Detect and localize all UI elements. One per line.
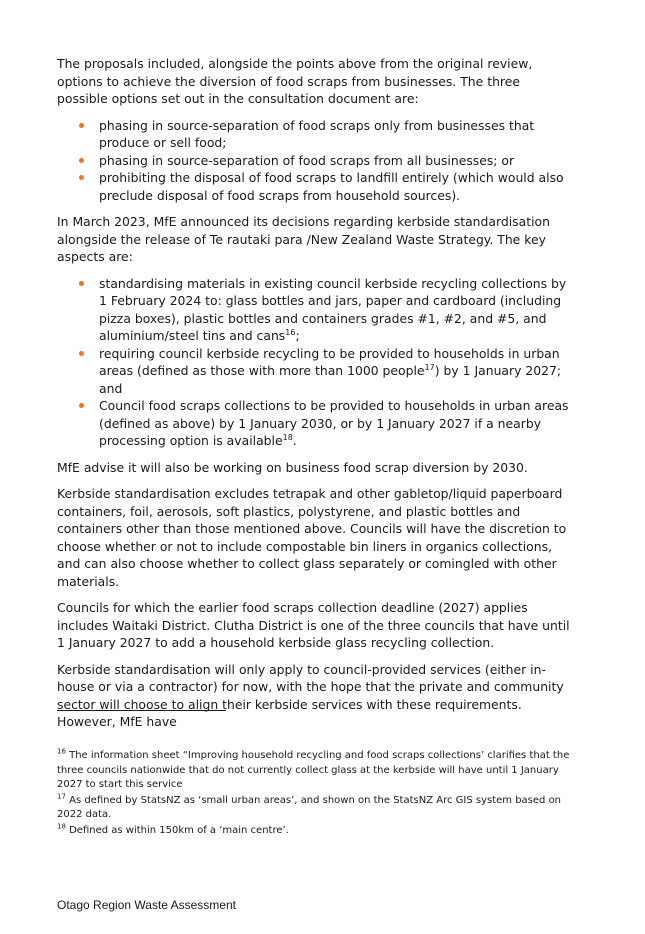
paragraph-business-diversion: MfE advise it will also be working on business food scrap diversion by 2030. [57,459,528,475]
list-item-text: standardising materials in existing council kerbside recycling collections by 1 February 2024 to: glass bottles and jars, paper and cardboard (including pizza boxes), plastic bottles and containers grades #1, #2, and #5, and aluminium/steel tins and cans [99,275,567,343]
list-item: phasing in source-separation of food scraps only from businesses that produce or sell food; [77,117,572,152]
footnote [57,824,577,839]
options-list [57,117,572,205]
body-text [57,55,572,740]
list-item-text: Council food scraps collections to be provided to households in urban areas (defined as above) by 1 January 2030, or by 1 January 2027 if a nearby processing option is available [99,398,569,448]
paragraph-proposals: The proposals included, alongside the points above from the original review, options to achieve the diversion of food scraps from businesses. The three possible options set out in the consultation document are: [57,56,533,106]
footnote-ref: 17 [424,362,435,372]
list-item [77,275,572,345]
list-item-text: requiring council kerbside recycling to be provided to households in urban areas (defined as those with more than 1000 people [99,345,560,378]
list-item-text-end: . [292,433,297,448]
paragraph-councils-deadline: Councils for which the earlier food scraps collection deadline (2027) applies includes Waitaki District. Clutha District is one of the three councils that have until 1 January 2027 to add a household kerbside glass recycling collection. [57,600,570,650]
aspects-list [57,275,572,450]
list-item-text-end: ; [295,328,300,343]
footnote-number: 16 [57,747,66,756]
footnote-ref: 18 [282,432,293,442]
page-footer: Otago Region Waste Assessment [57,898,236,912]
footnote-text: Defined as within 150km of a ‘main centre’. [65,824,289,836]
paragraph-council-services: Kerbside standardisation will only apply to council-provided services (either in-house or via a contractor) for now, with the hope that the private and community sector will choose to align their kerbside services with these requirements. However, MfE have [57,661,564,729]
footnote-separator [57,710,226,711]
paragraph-mfe-decisions: In March 2023, MfE announced its decisions regarding kerbside standardisation alongside the release of Te rautaki para /New Zealand Waste Strategy. The key aspects are: [57,214,550,264]
footnote-text: As defined by StatsNZ as ‘small urban areas’, and shown on the StatsNZ Arc GIS system based on 2022 data. [57,794,562,820]
footnote [57,794,577,823]
footnote-ref: 16 [285,327,296,337]
footnote-number: 18 [57,822,66,831]
footnote-number: 17 [57,792,66,801]
list-item: phasing in source-separation of food scraps from all businesses; or [77,152,572,170]
footnote-text: The information sheet “Improving household recycling and food scraps collections’ clarifies that the three councils nationwide that do not currently collect glass at the kerbside will have until 1 January 2027 to start this service [57,750,570,790]
list-item [77,345,572,398]
list-item [77,397,572,450]
paragraph-exclusions: Kerbside standardisation excludes tetrapak and other gabletop/liquid paperboard containers, foil, aerosols, soft plastics, polystyrene, and plastic bottles and containers other than those mentioned above. Councils will have the discretion to choose whether or not to include compostable bin liners in organics collections, and can also choose whether to collect glass separately or comingled with other materials. [57,486,567,589]
footnote [57,749,577,793]
footnotes [57,749,577,839]
list-item: prohibiting the disposal of food scraps to landfill entirely (which would also preclude disposal of food scraps from household sources). [77,169,572,204]
list-item-text-end: ) by 1 January 2027; and [99,363,562,396]
